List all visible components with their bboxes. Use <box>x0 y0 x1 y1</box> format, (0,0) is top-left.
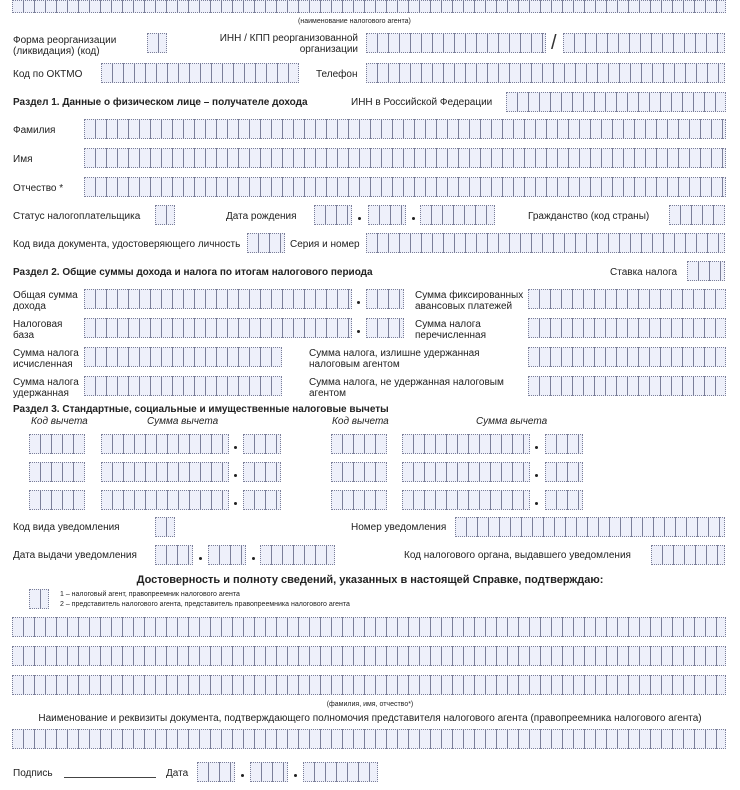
notice-type-field[interactable] <box>155 517 175 537</box>
reorg-form-code-field[interactable] <box>147 33 167 53</box>
deduction-code-field[interactable] <box>331 490 387 510</box>
reorg-kpp-field[interactable] <box>563 33 725 53</box>
deduction-sum-kop-field[interactable] <box>545 490 583 510</box>
fio-line-2-field[interactable] <box>12 646 726 666</box>
signer-option-2: 2 – представитель налогового агента, представитель правопреемника налогового агента <box>60 601 350 608</box>
surname-field[interactable] <box>84 119 726 139</box>
signer-option-1: 1 – налоговый агент, правопреемник налогового агента <box>60 591 240 598</box>
deduction-sum-field[interactable] <box>402 434 530 454</box>
deduction-code-header-left: Код вычета <box>31 416 88 427</box>
sign-year-field[interactable] <box>303 762 378 782</box>
date-dot <box>241 774 244 777</box>
deduction-sum-field[interactable] <box>101 462 229 482</box>
total-income-field[interactable] <box>84 289 352 309</box>
series-number-label: Серия и номер <box>290 239 360 250</box>
inn-rf-label: ИНН в Российской Федерации <box>351 97 493 108</box>
phone-field[interactable] <box>366 63 725 83</box>
authority-doc-caption: Наименование и реквизиты документа, подтверждающего полномочия представителя налогового агента (правопреемника налогового агента) <box>38 713 702 724</box>
date-dot <box>252 557 255 560</box>
deduction-code-header-right: Код вычета <box>332 416 389 427</box>
deduction-code-field[interactable] <box>29 490 85 510</box>
signature-label: Подпись <box>13 768 53 779</box>
deduction-sum-field[interactable] <box>101 490 229 510</box>
tax-rate-label: Ставка налога <box>610 267 678 278</box>
reorg-inn-kpp-label: ИНН / КПП реорганизованной организации <box>219 33 358 55</box>
notice-authority-label: Код налогового органа, выдавшего уведомления <box>404 550 631 561</box>
patronymic-label: Отчество * <box>13 183 64 194</box>
tax-rate-field[interactable] <box>687 261 725 281</box>
tax-transferred-field[interactable] <box>528 318 726 338</box>
notice-number-field[interactable] <box>455 517 725 537</box>
tax-base-kop-field[interactable] <box>366 318 404 338</box>
phone-label: Телефон <box>316 69 358 80</box>
notice-month-field[interactable] <box>208 545 246 565</box>
notice-day-field[interactable] <box>155 545 193 565</box>
agent-name-caption: (наименование налогового агента) <box>298 18 411 25</box>
date-label: Дата <box>166 768 189 779</box>
surname-label: Фамилия <box>13 125 56 136</box>
deduction-sum-field[interactable] <box>402 462 530 482</box>
deduction-sum-kop-field[interactable] <box>545 462 583 482</box>
sign-month-field[interactable] <box>250 762 288 782</box>
deduction-code-field[interactable] <box>331 434 387 454</box>
reorg-form-label: Форма реорганизации (ликвидация) (код) <box>13 35 117 57</box>
inn-rf-field[interactable] <box>506 92 726 112</box>
patronymic-field[interactable] <box>84 177 726 197</box>
decimal-dot <box>535 474 538 477</box>
tax-withheld-field[interactable] <box>84 376 282 396</box>
citizenship-field[interactable] <box>669 205 725 225</box>
total-income-kop-field[interactable] <box>366 289 404 309</box>
date-dot <box>412 217 415 220</box>
deduction-sum-kop-field[interactable] <box>243 490 281 510</box>
tax-not-withheld-field[interactable] <box>528 376 726 396</box>
series-number-field[interactable] <box>366 233 725 253</box>
slash-divider: / <box>551 32 557 54</box>
tax-base-label: Налоговая база <box>13 319 63 341</box>
birth-day-field[interactable] <box>314 205 352 225</box>
signature-line[interactable] <box>64 777 156 778</box>
deduction-sum-field[interactable] <box>402 490 530 510</box>
date-dot <box>199 557 202 560</box>
deduction-sum-field[interactable] <box>101 434 229 454</box>
deduction-code-field[interactable] <box>29 462 85 482</box>
tax-base-field[interactable] <box>84 318 352 338</box>
tax-transferred-label: Сумма налога перечисленная <box>415 319 486 341</box>
deduction-sum-kop-field[interactable] <box>243 462 281 482</box>
section1-title: Раздел 1. Данные о физическом лице – получателе дохода <box>13 97 308 108</box>
signer-type-field[interactable] <box>29 589 49 609</box>
tax-overwithheld-label: Сумма налога, излишне удержанная налоговым агентом <box>309 348 480 370</box>
deduction-sum-header-right: Сумма вычета <box>476 416 548 427</box>
birth-date-label: Дата рождения <box>226 211 297 222</box>
fio-caption: (фамилия, имя, отчество*) <box>326 701 414 708</box>
date-dot <box>294 774 297 777</box>
deduction-sum-kop-field[interactable] <box>545 434 583 454</box>
fio-line-1-field[interactable] <box>12 617 726 637</box>
taxpayer-status-field[interactable] <box>155 205 175 225</box>
oktmo-field[interactable] <box>101 63 299 83</box>
name-label: Имя <box>13 154 33 165</box>
birth-year-field[interactable] <box>420 205 495 225</box>
notice-type-label: Код вида уведомления <box>13 522 120 533</box>
decimal-dot <box>234 502 237 505</box>
name-field[interactable] <box>84 148 726 168</box>
notice-number-label: Номер уведомления <box>351 522 447 533</box>
section2-title: Раздел 2. Общие суммы дохода и налога по итогам налогового периода <box>13 267 373 278</box>
notice-date-label: Дата выдачи уведомления <box>13 550 137 561</box>
agent-name-field[interactable] <box>12 0 726 13</box>
sign-day-field[interactable] <box>197 762 235 782</box>
decimal-dot <box>535 446 538 449</box>
authority-doc-field[interactable] <box>12 729 726 749</box>
decimal-dot <box>234 446 237 449</box>
deduction-sum-header-left: Сумма вычета <box>147 416 219 427</box>
doc-code-field[interactable] <box>247 233 285 253</box>
oktmo-label: Код по ОКТМО <box>13 69 83 80</box>
tax-withheld-label: Сумма налога удержанная <box>13 377 79 399</box>
decimal-dot <box>357 301 360 304</box>
decimal-dot <box>234 474 237 477</box>
date-dot <box>358 217 361 220</box>
reorg-inn-field[interactable] <box>366 33 546 53</box>
tax-calculated-field[interactable] <box>84 347 282 367</box>
birth-month-field[interactable] <box>368 205 406 225</box>
deduction-sum-kop-field[interactable] <box>243 434 281 454</box>
citizenship-label: Гражданство (код страны) <box>528 211 650 222</box>
fixed-advance-field[interactable] <box>528 289 726 309</box>
fixed-advance-label: Сумма фиксированных авансовых платежей <box>415 290 524 312</box>
deduction-code-field[interactable] <box>29 434 85 454</box>
doc-code-label: Код вида документа, удостоверяющего личность <box>13 239 241 250</box>
decimal-dot <box>535 502 538 505</box>
notice-year-field[interactable] <box>260 545 335 565</box>
deduction-code-field[interactable] <box>331 462 387 482</box>
taxpayer-status-label: Статус налогоплательщика <box>13 211 141 222</box>
confirmation-title: Достоверность и полноту сведений, указанных в настоящей Справке, подтверждаю: <box>136 574 604 586</box>
decimal-dot <box>357 330 360 333</box>
total-income-label: Общая сумма дохода <box>13 290 78 312</box>
tax-not-withheld-label: Сумма налога, не удержанная налоговым агентом <box>309 377 504 399</box>
section3-title: Раздел 3. Стандартные, социальные и имущественные налоговые вычеты <box>13 404 389 415</box>
notice-authority-field[interactable] <box>651 545 725 565</box>
fio-line-3-field[interactable] <box>12 675 726 695</box>
tax-overwithheld-field[interactable] <box>528 347 726 367</box>
tax-calculated-label: Сумма налога исчисленная <box>13 348 79 370</box>
